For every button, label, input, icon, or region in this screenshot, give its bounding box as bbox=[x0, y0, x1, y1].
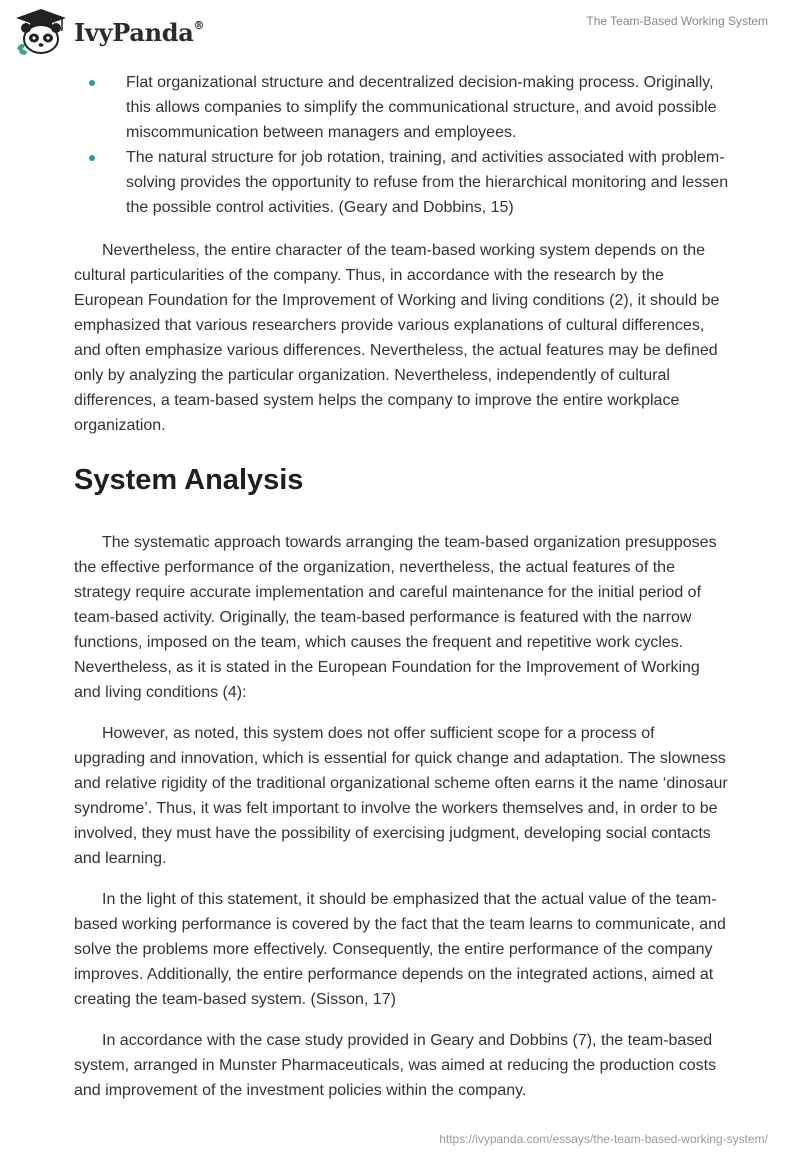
document-title: The Team-Based Working System bbox=[586, 14, 768, 28]
list-item-text: Flat organizational structure and decentralized decision-making process. Originally, this allows companies to simplify the communicational structure, and avoid possible miscommunication between managers and employees. bbox=[126, 74, 717, 141]
paragraph: In the light of this statement, it should be emphasized that the actual value of the team-based working performance is covered by the fact that the team learns to communicate, and solve the problems more effectively. Consequently, the entire performance of the company improves. Additionally, the entire performance depends on the integrated actions, aimed at creating the team-based system. (Sisson, 17) bbox=[74, 891, 726, 1008]
paragraph: Nevertheless, the entire character of the team-based working system depends on the cultural particularities of the company. Thus, in accordance with the research by the European Foundation for the Improvement of Working and living conditions (2), it should be emphasized that various researchers provide various explanations of cultural differences, and often emphasize various differences. Nevertheless, the actual features may be defined only by analyzing the particular organization. Nevertheless, independently of cultural differences, a team-based system helps the company to improve the entire workplace organization. bbox=[74, 242, 720, 434]
article-content bbox=[74, 70, 730, 1103]
brand-name: IvyPanda® bbox=[74, 17, 205, 47]
panda-graduation-cap-icon bbox=[12, 7, 70, 57]
section-heading: System Analysis bbox=[74, 464, 304, 496]
list-item bbox=[74, 70, 730, 145]
source-url[interactable]: https://ivypanda.com/essays/the-team-based-working-system/ bbox=[439, 1132, 768, 1146]
bullet-dot bbox=[89, 155, 95, 161]
paragraph: In accordance with the case study provided in Geary and Dobbins (7), the team-based system, arranged in Munster Pharmaceuticals, was aimed at reducing the production costs and improvement of the investment policies within the company. bbox=[74, 1032, 717, 1099]
bullet-dot bbox=[89, 80, 95, 86]
page-header bbox=[0, 0, 800, 66]
bullet-list bbox=[74, 70, 730, 220]
ivypanda-logo[interactable] bbox=[12, 6, 212, 58]
paragraph: The systematic approach towards arranging the team-based organization presupposes the effective performance of the organization, nevertheless, the actual features of the strategy require accurate implementation and careful maintenance for the initial period of team-based activity. Originally, the team-based performance is featured with the narrow functions, imposed on the team, which causes the frequent and repetitive work cycles. Nevertheless, as it is stated in the European Foundation for the Improvement of Working and living conditions (4): bbox=[74, 534, 717, 701]
list-item bbox=[74, 145, 730, 220]
list-item-text: The natural structure for job rotation, training, and activities associated with problem-solving provides the opportunity to refuse from the hierarchical monitoring and lessen the possible control activities. (Geary and Dobbins, 15) bbox=[126, 149, 729, 216]
block-quote: However, as noted, this system does not offer sufficient scope for a process of upgrading and innovation, which is essential for quick change and adaptation. The slowness and relative rigidity of the traditional organizational scheme often earns it the name ‘dinosaur syndrome’. Thus, it was felt important to involve the workers themselves and, in order to be involved, they must have the possibility of exercising judgment, developing social contacts and learning. bbox=[74, 725, 728, 867]
